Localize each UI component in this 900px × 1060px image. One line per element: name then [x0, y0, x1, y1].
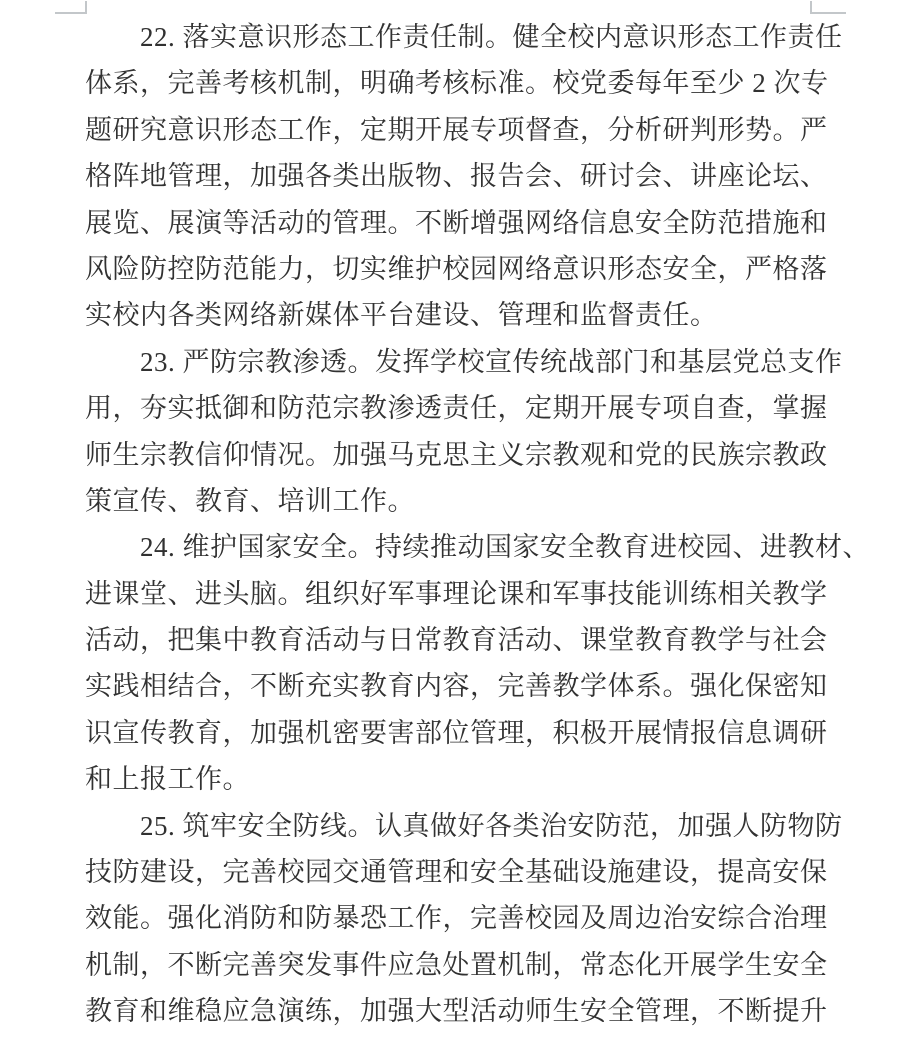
- text-line: 识宣传教育，加强机密要害部位管理，积极开展情报信息调研: [85, 717, 828, 748]
- text-line: 展览、展演等活动的管理。不断增强网络信息安全防范措施和: [85, 207, 828, 238]
- paragraph-25: [85, 803, 843, 1035]
- text-line: 体系，完善考核机制，明确考核标准。校党委每年至少 2 次专: [85, 68, 829, 99]
- text-line: 风险防控防范能力，切实维护校园网络意识形态安全，严格落: [85, 253, 828, 284]
- text-line: 进课堂、进头脑。组织好军事理论课和军事技能训练相关教学: [85, 578, 828, 609]
- text-line: 用，夯实抵御和防范宗教渗透责任，定期开展专项自查，掌握: [85, 393, 828, 424]
- paragraph-24: [85, 524, 870, 802]
- text-line: 实践相结合，不断充实教育内容，完善教学体系。强化保密知: [85, 671, 828, 702]
- text-line: 效能。强化消防和防暴恐工作，完善校园及周边治安综合治理: [85, 903, 828, 934]
- text-line: 活动，把集中教育活动与日常教育活动、课堂教育教学与社会: [85, 625, 828, 656]
- text-line: 22. 落实意识形态工作责任制。健全校内意识形态工作责任: [140, 22, 843, 52]
- text-boundary-mark-top-left: [55, 1, 87, 14]
- text-line: 师生宗教信仰情况。加强马克思主义宗教观和党的民族宗教政: [85, 439, 828, 470]
- text-line: 实校内各类网络新媒体平台建设、管理和监督责任。: [85, 300, 718, 331]
- document-text-area: [85, 14, 870, 1035]
- text-line: 和上报工作。: [85, 764, 250, 795]
- paragraph-22: [85, 14, 843, 339]
- text-line: 格阵地管理，加强各类出版物、报告会、研讨会、讲座论坛、: [85, 161, 828, 192]
- text-line: 策宣传、教育、培训工作。: [85, 485, 415, 516]
- text-line: 24. 维护国家安全。持续推动国家安全教育进校园、进教材、: [140, 532, 870, 563]
- text-line: 机制，不断完善突发事件应急处置机制，常态化开展学生安全: [85, 949, 828, 980]
- text-line: 教育和维稳应急演练，加强大型活动师生安全管理，不断提升: [85, 996, 828, 1027]
- text-boundary-mark-top-right: [810, 1, 846, 14]
- text-line: 题研究意识形态工作，定期开展专项督查，分析研判形势。严: [85, 114, 828, 145]
- paragraph-23: [85, 339, 843, 525]
- text-line: 25. 筑牢安全防线。认真做好各类治安防范，加强人防物防: [140, 810, 843, 841]
- text-line: 技防建设，完善校园交通管理和安全基础设施建设，提高安保: [85, 857, 828, 888]
- text-line: 23. 严防宗教渗透。发挥学校宣传统战部门和基层党总支作: [140, 346, 843, 377]
